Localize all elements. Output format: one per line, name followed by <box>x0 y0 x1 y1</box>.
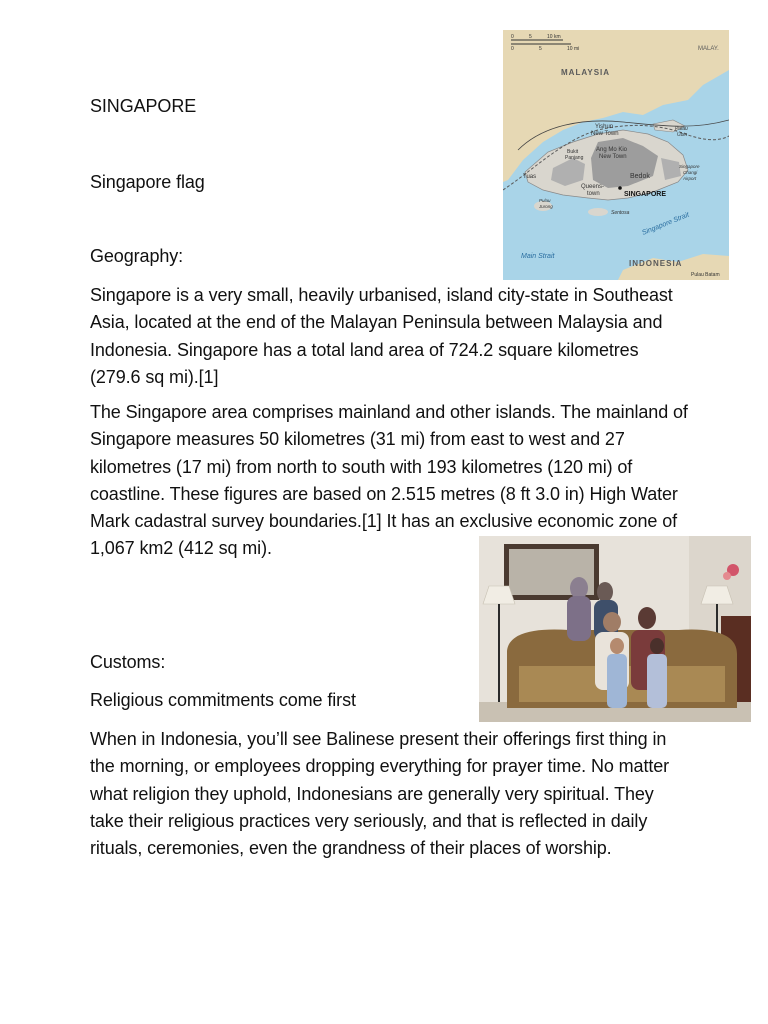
map-label-queenstown: Queens- <box>581 184 605 190</box>
map-label-singapore: SINGAPORE <box>624 191 667 198</box>
map-label-angmokio: Ang Mo Kio <box>596 147 628 153</box>
geography-paragraph-2: The Singapore area comprises mainland and other islands. The mainland of Singapore measures 50 kilometres (31 mi) from east to west and 27 kilometres (17 mi) from north to south with 193 kilometres (120 mi) of coastline. These figures are based on 2.515 metres (8 ft 3.0 in) High Water Mark cadastral survey boundaries.[1] It has an exclusive economic zone of 1,067 km2 (412 sq mi). <box>90 402 688 559</box>
map-scale-5: 5 <box>529 34 532 40</box>
map-label-strait: Singapore Strait <box>641 211 691 237</box>
map-label-yishun-2: New Town <box>591 131 619 137</box>
map-label-indonesia: INDONESIA <box>629 259 683 268</box>
flag-caption: Singapore flag <box>90 172 205 192</box>
document-title: SINGAPORE <box>90 96 197 116</box>
photo-girl-body <box>647 654 667 708</box>
map-scale-mi: 10 mi <box>567 46 580 52</box>
map-capital-marker <box>618 186 622 190</box>
map-label-queenstown-2: town <box>587 191 600 197</box>
map-label-jurong: Pulau <box>539 198 551 203</box>
map-label-changi-3: Airport <box>683 176 697 181</box>
map-label-changi-2: Changi <box>683 170 698 175</box>
photo-lamp-left-pole <box>498 604 500 704</box>
map-label-angmokio-2: New Town <box>599 154 627 160</box>
map-scale-0-mi: 0 <box>511 46 514 52</box>
customs-subheading: Religious commitments come first <box>90 690 356 710</box>
map-scale-5-mi: 5 <box>539 46 542 52</box>
map-label-changi: Singapore <box>679 164 700 169</box>
map-label-bedok: Bedok <box>630 173 650 180</box>
photo-girl-head <box>650 638 664 654</box>
map-label-ubin: Pulau <box>675 126 688 132</box>
geography-heading: Geography: <box>90 246 184 266</box>
map-sentosa <box>588 208 608 216</box>
customs-heading: Customs: <box>90 652 166 672</box>
geography-paragraph-1: Singapore is a very small, heavily urbanised, island city-state in Southeast Asia, located at the end of the Malayan Peninsula between Malaysia and Indonesia. Singapore has a total land area of 724.2 square kilometres (279.6 sq mi).[1] <box>90 285 673 387</box>
photo-boy-head <box>610 638 624 654</box>
family-photo <box>479 536 751 722</box>
map-scale-0: 0 <box>511 34 514 40</box>
map-label-yishun: Yishun <box>595 124 614 130</box>
photo-mother-head <box>638 607 656 629</box>
photo-father-head <box>603 612 621 632</box>
map-label-bukit: Bukit <box>567 149 579 155</box>
map-label-malay: MALAY. <box>698 46 719 52</box>
photo-person-back-left-head <box>570 577 588 599</box>
map-label-malaysia: MALAYSIA <box>561 68 611 77</box>
map-label-jurong-2: Jurong <box>539 204 553 209</box>
customs-paragraph: When in Indonesia, you’ll see Balinese present their offerings first thing in the morning, or employees dropping everything for prayer time. No matter what religion they uphold, Indonesians are generally very spiritual. They take their religious practices very seriously, and that is reflected in daily rituals, ceremonies, even the grandness of their places of worship. <box>90 729 670 859</box>
map-scale-km: 10 km <box>547 34 561 40</box>
photo-lamp-left-shade <box>483 586 515 604</box>
map-label-bukit-2: Panjang <box>565 155 584 161</box>
map-label-batam: Pulau Batam <box>691 272 720 278</box>
photo-lamp-right-shade <box>701 586 733 604</box>
photo-boy-body <box>607 654 627 708</box>
photo-person-back-right-head <box>597 582 613 602</box>
map-label-main-strait: Main Strait <box>521 253 555 260</box>
photo-person-back-left <box>567 596 591 641</box>
map-label-tuas: Tuas <box>523 174 537 180</box>
map-label-ubin-2: Ubin <box>677 132 688 138</box>
map-label-sentosa: Sentosa <box>611 210 630 216</box>
singapore-map <box>503 30 729 280</box>
photo-flowers-2 <box>723 572 731 580</box>
